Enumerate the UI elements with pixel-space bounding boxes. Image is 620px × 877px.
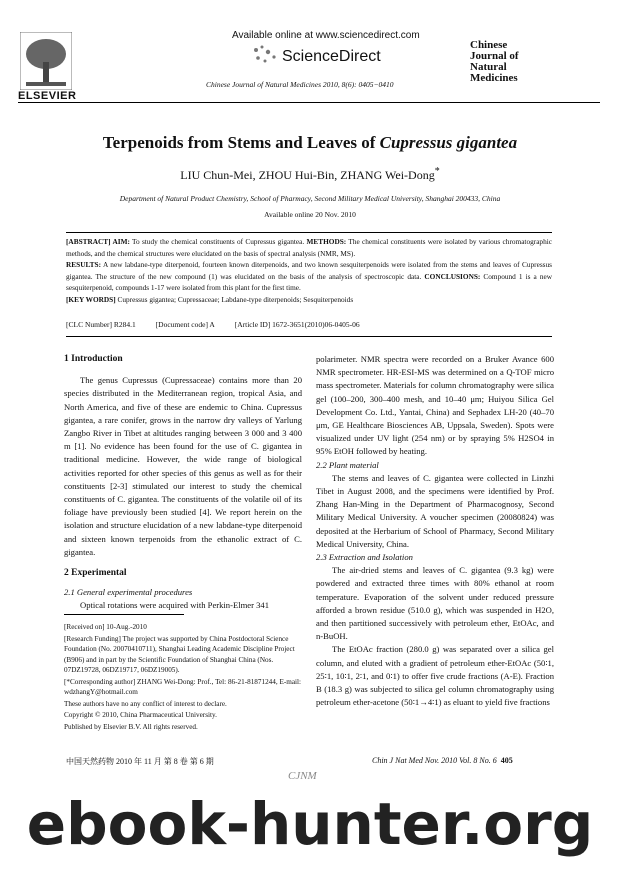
abstract-top-rule <box>66 232 552 233</box>
header-divider <box>18 102 600 103</box>
available-online-link[interactable]: Available online at www.sciencedirect.com <box>232 30 420 41</box>
corresponding-mark: * <box>434 166 440 177</box>
sciencedirect-wordmark: ScienceDirect <box>282 48 381 65</box>
section-heading-introduction: 1 Introduction <box>64 354 123 364</box>
body-left-column <box>64 353 302 613</box>
available-date: Available online 20 Nov. 2010 <box>264 210 356 219</box>
subsection-heading: 2.2 Plant material <box>316 459 379 470</box>
abstract <box>66 236 552 306</box>
paragraph: The genus Cupressus (Cupressaceae) contains more than 20 species distributed in the Mediterranean region, tropical Asia, and North America, and five of these are endemic to China. Cupressus gigantea, a rare conifer, grows in the narrow dry valleys of Yarlung Zangbo River in Tibet at altitudes ranging between 3 000 and 3 400 m [1]. No evidence has been found for the use of C. gigantea in traditional medicine. However, the wide range of biological activities reported for other species of this genus as well as for their constituents [2-3] stimulated our interest to study the chemical constituents of C. gigantea. The constituents of the volatile oil of its foliage have previously been studied [4]. We report herein on the isolation and structure elucidation of a new labdane-type diterpenoid and sixteen known terpenoids from the ethanolic extract of C. gigantea. <box>64 375 302 557</box>
footer-chinese-citation: 中国天然药物 2010 年 11 月 第 8 卷 第 6 期 <box>66 757 214 766</box>
watermark: ebook-hunter.org <box>26 790 594 858</box>
paragraph: The air-dried stems and leaves of C. gigantea (9.3 kg) were powdered and extracted three times with 80% ethanol at room temperature. Evaporation of the solvent under reduced pressure afforded a brown residue (510.0 g), which was suspended in H2O, and then partitioned successively with petroleum ether, EtOAc, and n-BuOH. <box>316 565 554 642</box>
copyright-note: Copyright © 2010, China Pharmaceutical University. <box>64 711 217 719</box>
publisher-note: Published by Elsevier B.V. All rights reserved. <box>64 722 198 731</box>
journal-citation: Chinese Journal of Natural Medicines 2010, 8(6): 0405−0410 <box>206 80 394 89</box>
elsevier-tree-logo <box>20 32 72 90</box>
corresponding-note: [*Corresponding author] ZHANG Wei-Dong: Prof., Tel: 86-21-81871244, E-mail: wdzhangY@hotmail.com <box>64 677 301 696</box>
author-list: LIU Chun-Mei, ZHOU Hui-Bin, ZHANG Wei-Dong <box>180 168 435 182</box>
paragraph: The EtOAc fraction (280.0 g) was separated over a silica gel column, and eluted with a gradient of petroleum ether-EtOAc (50∶1, 25∶1, 10∶1, 2∶1, and 0∶1) to offer five crude fractions (A-E). Fraction B (18.3 g) was subjected to silica gel column chromatography using petroleum ether-acetone (50∶1→4∶1) as eluant to yield five fractions <box>316 644 554 708</box>
document-code: [Document code] A <box>155 320 215 329</box>
abstract-bottom-rule <box>66 336 552 337</box>
abstract-methods: The chemical constituents were isolated by various chromatographic methods, and the chemical structures were elucidated on the basis of spectral analysis (NMR, MS). <box>66 237 552 258</box>
journal-name-block <box>470 40 550 95</box>
paragraph: polarimeter. NMR spectra were recorded on a Bruker Avance 600 NMR spectrometer. HR-ESI-MS was determined on a Q-TOF micro mass spectrometer. Materials for column chromatography were silica gel (100–200, 300–400 mesh, and 10–40 μm; Huiyou Silica Gel Development Co. Ltd., Yantai, China) and Sephadex LH-20 (40–70 μm, GE Healthcare Biosciences AB, Uppsala, Sweden). Spots were visualized under UV light (254 nm) or by spraying 5% H2SO4 in 95% EtOH followed by heating. <box>316 354 554 457</box>
section-heading-experimental: 2 Experimental <box>64 568 127 579</box>
article-title <box>0 133 620 153</box>
abstract-label: [ABSTRACT] AIM: <box>66 237 130 246</box>
received-note: [Received on] 10-Aug.-2010 <box>64 623 147 631</box>
journal-line: Natural <box>470 61 507 73</box>
footnotes <box>64 622 302 733</box>
footer-citation <box>372 756 513 765</box>
clc-number: [CLC Number] R284.1 <box>66 320 136 329</box>
subsection-heading: 2.1 General experimental procedures <box>64 587 193 598</box>
keywords: Cupressus gigantea; Cupressaceae; Labdane-type diterpenoids; Sesquiterpenoids <box>115 294 354 304</box>
footer-citation-text: Chin J Nat Med Nov. 2010 Vol. 8 No. 6 <box>372 756 497 765</box>
keywords-label: [KEY WORDS] <box>66 294 116 304</box>
affiliation: Department of Natural Product Chemistry, School of Pharmacy, Second Military Medical University, Shanghai 200433, China <box>119 194 501 203</box>
subsection-heading: 2.3 Extraction and Isolation <box>316 552 413 563</box>
footnote-rule <box>64 614 184 615</box>
journal-line: Medicines <box>470 72 518 84</box>
cjnm-logo: CJNM <box>288 770 317 782</box>
paragraph: Optical rotations were acquired with Perkin-Elmer 341 <box>80 600 270 611</box>
abstract-aim: To study the chemical constituents of Cupressus gigantea. <box>129 237 307 246</box>
methods-label: METHODS: <box>306 237 347 246</box>
conflict-note: These authors have no any conflict of interest to declare. <box>64 699 227 708</box>
paragraph: The stems and leaves of C. gigantea were collected in Linzhi Tibet in August 2008, and the specimens were identified by Prof. Zhang Han-Ming in the Department of Pharmacognosy, Second Military Medical University. A voucher specimen (20080824) was deposited at the Herbarium of School of Pharmacy, Second Military Medical University, China. <box>316 472 554 549</box>
classification-line <box>66 320 552 329</box>
article-id: [Article ID] 1672-3651(2010)06-0405-06 <box>234 320 360 329</box>
page-number: 405 <box>500 756 513 765</box>
funding-note: [Research Funding] The project was supported by China Postdoctoral Science Foundation (No. 20070410711), Shanghai Leading Academic Discipline Project (B906) and in part by the Scientific Foundation of Shanghai China (Nos. 07DZ19728, 06DZ19717, 06DZ19005). <box>64 634 295 674</box>
title-species: Cupressus gigantea <box>379 133 518 152</box>
elsevier-wordmark: ELSEVIER <box>18 90 77 102</box>
results-label: RESULTS: <box>66 260 102 270</box>
journal-line: Journal of <box>470 50 519 62</box>
authors <box>0 166 620 183</box>
journal-line: Chinese <box>470 39 508 51</box>
title-main: Terpenoids from Stems and Leaves of <box>102 133 380 152</box>
abstract-conclusions: Compound 1 is a new sesquiterpenoid, compounds 1-17 were isolated from this plant for the first time. <box>66 271 552 293</box>
abstract-results: A new labdane-type diterpenoid, fourteen known diterpenoids, and two known sesquiterpenoids were isolated from the stems and leaves of Cupressus gigantea. The structure of the new compound (1) was elucidated on the basis of the analysis of spectroscopic data. <box>66 260 552 281</box>
body-right-column <box>316 353 554 709</box>
conclusions-label: CONCLUSIONS: <box>424 271 481 281</box>
